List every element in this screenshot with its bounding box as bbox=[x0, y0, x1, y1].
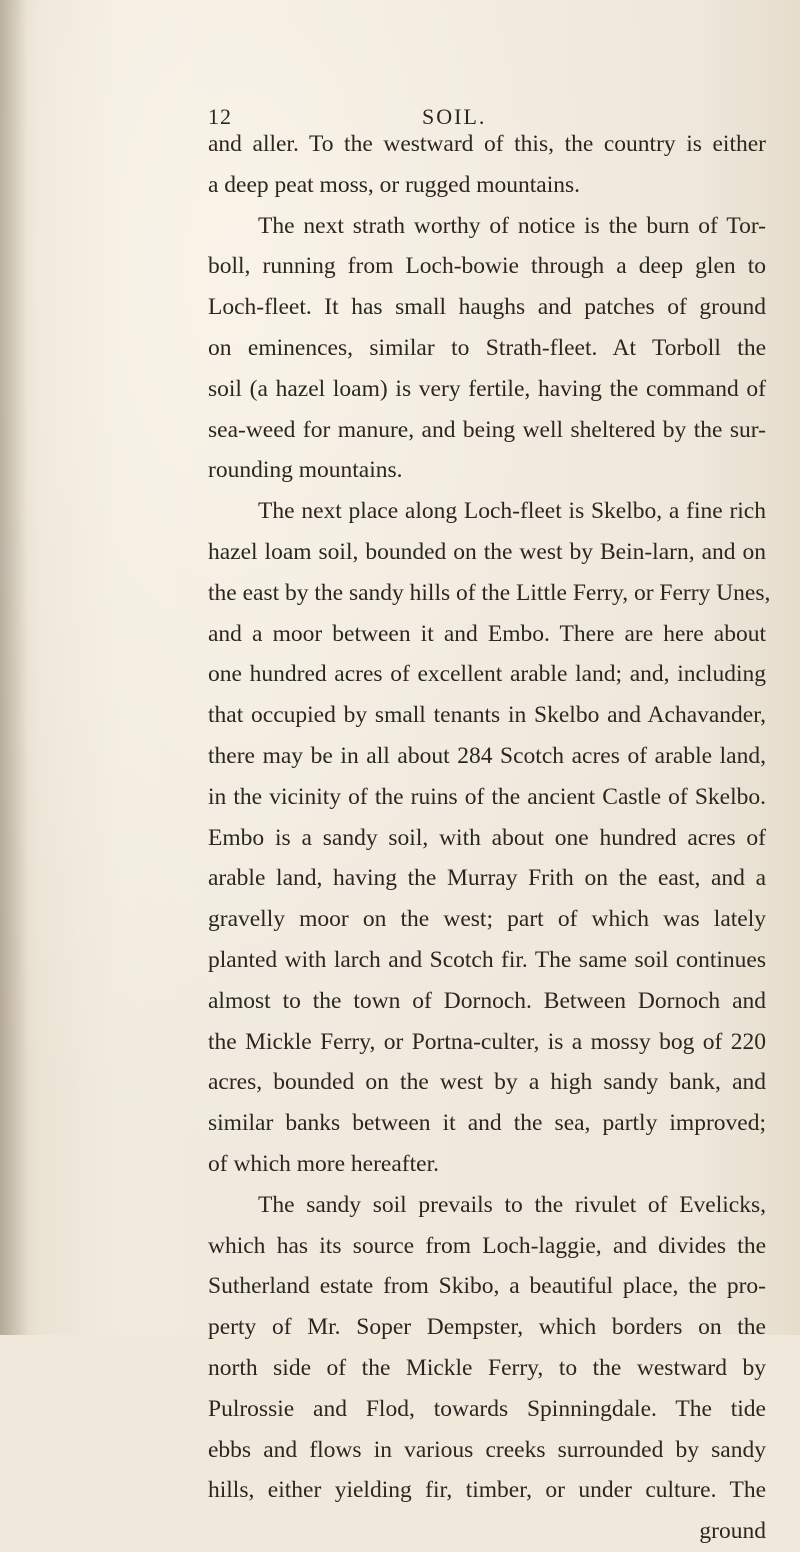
text-line: hazel loam soil, bounded on the west by Bein-larn, and on bbox=[208, 538, 766, 565]
text-line: Loch-fleet. It has small haughs and patches of ground bbox=[208, 294, 766, 321]
text-line: The sandy soil prevails to the rivulet of Evelicks, bbox=[258, 1191, 766, 1218]
text-line: that occupied by small tenants in Skelbo and Achavander, bbox=[208, 702, 766, 729]
body-text bbox=[208, 124, 771, 1552]
text-line: arable land, having the Murray Frith on the east, and a bbox=[208, 865, 766, 892]
running-title: SOIL. bbox=[422, 104, 487, 129]
text-line: the east by the sandy hills of the Little Ferry, or Ferry Unes, bbox=[208, 579, 771, 606]
text-line: rounding mountains. bbox=[208, 457, 403, 484]
text-line: boll, running from Loch-bowie through a deep glen to bbox=[208, 253, 766, 280]
text-line: of which more hereafter. bbox=[208, 1150, 439, 1177]
text-line: soil (a hazel loam) is very fertile, having the command of bbox=[208, 375, 766, 402]
text-line: ebbs and flows in various creeks surrounded by sandy bbox=[208, 1436, 766, 1463]
text-line: acres, bounded on the west by a high sandy bank, and bbox=[208, 1069, 766, 1096]
text-line: the Mickle Ferry, or Portna-culter, is a mossy bog of 220 bbox=[208, 1028, 766, 1055]
text-line: planted with larch and Scotch fir. The same soil continues bbox=[208, 946, 766, 973]
text-line: in the vicinity of the ruins of the ancient Castle of Skelbo. bbox=[208, 783, 766, 810]
text-line: north side of the Mickle Ferry, to the westward by bbox=[208, 1354, 766, 1381]
text-line: which has its source from Loch-laggie, and divides the bbox=[208, 1232, 766, 1259]
text-line: The next strath worthy of notice is the burn of Tor- bbox=[258, 212, 766, 239]
text-line: and a moor between it and Embo. There are here about bbox=[208, 620, 766, 647]
text-line: a deep peat moss, or rugged mountains. bbox=[208, 171, 580, 198]
text-line: hills, either yielding fir, timber, or under culture. The bbox=[208, 1477, 766, 1504]
text-line: Pulrossie and Flod, towards Spinningdale. The tide bbox=[208, 1395, 766, 1422]
text-line: on eminences, similar to Strath-fleet. At Torboll the bbox=[208, 334, 766, 361]
text-line: Sutherland estate from Skibo, a beautiful place, the pro- bbox=[208, 1273, 766, 1300]
text-line: gravelly moor on the west; part of which was lately bbox=[208, 906, 766, 933]
text-line: almost to the town of Dornoch. Between Dornoch and bbox=[208, 987, 766, 1014]
text-line: one hundred acres of excellent arable land; and, including bbox=[208, 661, 766, 688]
text-line: similar banks between it and the sea, partly improved; bbox=[208, 1110, 766, 1137]
page-number: 12 bbox=[208, 104, 232, 129]
catchword: ground bbox=[699, 1518, 766, 1545]
gutter-shadow bbox=[0, 0, 28, 1335]
text-line: perty of Mr. Soper Dempster, which borders on the bbox=[208, 1314, 766, 1341]
text-line: Embo is a sandy soil, with about one hundred acres of bbox=[208, 824, 766, 851]
text-line: there may be in all about 284 Scotch acres of arable land, bbox=[208, 742, 766, 769]
text-line: and aller. To the westward of this, the country is either bbox=[208, 131, 766, 157]
text-line: The next place along Loch-fleet is Skelbo, a fine rich bbox=[258, 498, 766, 525]
text-line: sea-weed for manure, and being well sheltered by the sur- bbox=[208, 416, 766, 443]
